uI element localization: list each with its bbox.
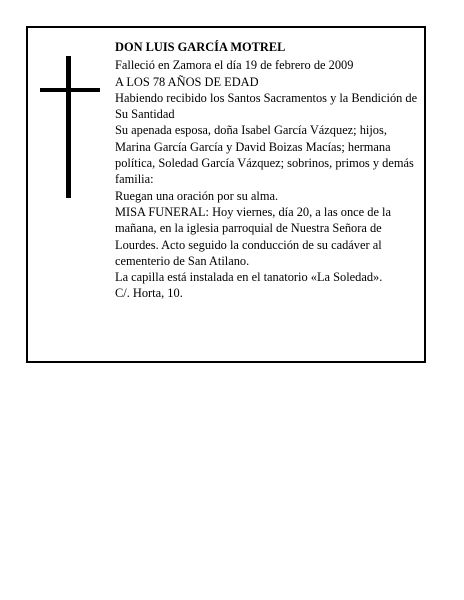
cross-icon — [40, 56, 100, 198]
cross-vertical-bar — [66, 56, 71, 198]
funeral-mass-line: MISA FUNERAL: Hoy viernes, día 20, a las once de la mañana, en la iglesia parroquial de Nuestra Señora de Lourdes. Acto seguido la conducción de su cadáver al cementerio de San Atilano. — [115, 204, 391, 268]
death-date-line: Falleció en Zamora el día 19 de febrero de 2009 — [115, 58, 354, 73]
cross-horizontal-bar — [40, 88, 100, 92]
notice-text-block — [115, 39, 423, 302]
prayer-line: Ruegan una oración por su alma. — [115, 188, 279, 203]
sacraments-line: Habiendo recibido los Santos Sacramentos y la Bendición de Su Santidad — [115, 90, 418, 122]
address-line: C/. Horta, 10. — [115, 286, 183, 301]
deceased-name: DON LUIS GARCÍA MOTREL — [115, 40, 286, 54]
chapel-line: La capilla está instalada en el tanatorio «La Soledad». — [115, 270, 383, 285]
obituary-notice — [26, 26, 426, 363]
age-line: A LOS 78 AÑOS DE EDAD — [115, 74, 259, 89]
family-line: Su apenada esposa, doña Isabel García Vázquez; hijos, Marina García García y David Boizas Macías; hermana política, Soledad García Vázquez; sobrinos, primos y demás familia: — [115, 123, 414, 187]
